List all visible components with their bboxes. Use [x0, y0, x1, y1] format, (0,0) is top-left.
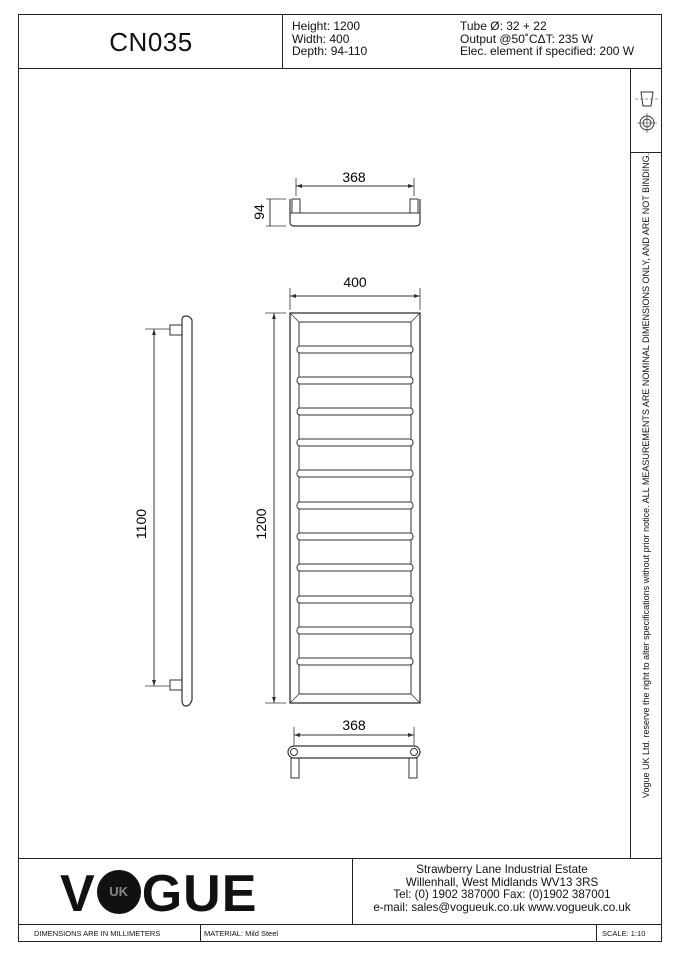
- address-line-4: e-mail: sales@vogueuk.co.uk www.vogueuk.co.uk: [373, 900, 631, 914]
- spec-depth: Depth: 94-110: [292, 44, 368, 58]
- front-view: [290, 313, 420, 703]
- company-address: [352, 864, 652, 914]
- top-view: [266, 178, 420, 226]
- bottom-view-width-label: 368: [342, 717, 366, 733]
- bottom-view: [288, 727, 420, 778]
- spec-tube: Tube Ø: 32 + 22: [460, 19, 547, 33]
- top-view-depth-label: 94: [251, 204, 267, 220]
- top-view-width-label: 368: [342, 169, 366, 185]
- disclaimer-text: Vogue UK Ltd. reserve the right to alter specifications without prior notice. ALL MEASUREMENTS ARE NOMINAL DIMENSIONS ONLY, AND ARE NOT BINDING.: [641, 152, 651, 798]
- footer-units: DIMENSIONS ARE IN MILLIMETERS: [34, 929, 161, 938]
- side-view: [145, 316, 192, 706]
- address-line-2: Willenhall, West Midlands WV13 3RS: [405, 875, 599, 889]
- side-height-label: 1100: [133, 508, 149, 540]
- footer-scale: SCALE: 1:10: [602, 929, 646, 938]
- logo-badge: [97, 870, 141, 914]
- spec-width: Width: 400: [292, 31, 350, 46]
- spec-element: Elec. element if specified: 200 W: [460, 44, 635, 58]
- logo-text-right: GUE: [141, 865, 258, 923]
- spec-height: Height: 1200: [292, 19, 361, 33]
- address-line-3: Tel: (0) 1902 387000 Fax: (0)1902 387001: [393, 888, 611, 901]
- vogue-logo: [60, 864, 257, 924]
- logo-badge-text: UK: [109, 884, 129, 899]
- address-line-1: Strawberry Lane Industrial Estate: [416, 863, 588, 876]
- footer-material: MATERIAL: Mild Steel: [204, 929, 279, 938]
- model-title: CN035: [109, 26, 193, 57]
- logo-text-left: V: [60, 865, 96, 923]
- spec-output: Output @50˚CΔT: 235 W: [460, 31, 593, 46]
- front-height-label: 1200: [253, 508, 269, 540]
- front-width-label: 400: [343, 274, 367, 290]
